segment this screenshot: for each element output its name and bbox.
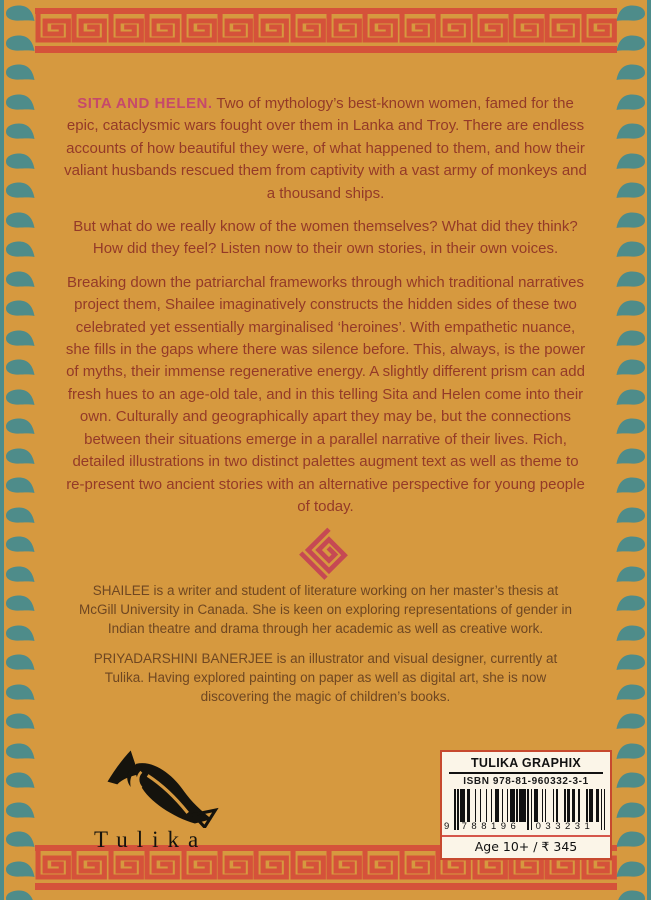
- teal-leaf-icon: [616, 359, 646, 376]
- teal-leaf-icon: [616, 64, 646, 81]
- greek-key-unit-icon: [35, 14, 71, 44]
- teal-leaf-icon: [5, 182, 35, 199]
- greek-key-unit-icon: [326, 14, 362, 44]
- greek-key-unit-icon: [399, 851, 435, 881]
- teal-leaf-icon: [5, 300, 35, 317]
- teal-leaf-icon: [616, 241, 646, 258]
- teal-leaf-icon: [5, 94, 35, 111]
- greek-key-unit-icon: [362, 14, 398, 44]
- teal-leaf-icon: [5, 271, 35, 288]
- teal-leaf-icon: [616, 772, 646, 789]
- right-edge-stripe: [647, 0, 651, 900]
- blurb-paragraph-1: [63, 93, 588, 205]
- tulika-bird-icon: [90, 746, 240, 828]
- lead-title: SITA AND HELEN.: [77, 95, 213, 112]
- greek-key-unit-icon: [181, 14, 217, 44]
- teal-leaf-icon: [5, 123, 35, 140]
- greek-key-unit-icon: [435, 14, 471, 44]
- isbn-barcode: [444, 789, 608, 834]
- age-price-label: Age 10+ / ₹ 345: [442, 835, 610, 854]
- greek-key-unit-icon: [290, 14, 326, 44]
- teal-leaf-icon: [616, 153, 646, 170]
- teal-leaf-icon: [5, 5, 35, 22]
- teal-leaf-icon: [5, 831, 35, 848]
- teal-leaf-icon: [616, 389, 646, 406]
- blurb-paragraph-3: Breaking down the patriarchal frameworks through which traditional narratives project them, Shailee imaginatively constructs the hidden sides of these two celebrated yet essentially marginalised ‘heroines’. With empathetic nuance, she fills in the gaps where there was silence before. This, always, is the power of myths, their immense regenerative energy. A slightly different prism can add fresh hues to an age-old tale, and in this telling Sita and Helen come into their own. Culturally and geographically apart they may be, but the connections between their situations emerge in a parallel narrative of their lives. Rich, detailed illustrations in two distinct palettes augment text as well as theme to re-present two ancient stories with an alternative perspective for young people of today.: [65, 273, 586, 515]
- greek-key-unit-icon: [108, 851, 144, 881]
- teal-leaf-icon: [616, 684, 646, 701]
- teal-leaf-icon: [616, 861, 646, 878]
- teal-leaf-icon: [5, 625, 35, 642]
- greek-key-unit-icon: [399, 14, 435, 44]
- greek-spiral-icon: [297, 525, 354, 582]
- greek-key-unit-icon: [217, 851, 253, 881]
- teal-leaf-icon: [616, 123, 646, 140]
- teal-leaf-icon: [616, 212, 646, 229]
- teal-leaf-icon: [616, 802, 646, 819]
- meander-bottom-bar: [35, 883, 617, 890]
- teal-leaf-icon: [616, 831, 646, 848]
- teal-leaf-icon: [616, 713, 646, 730]
- teal-leaf-icon: [5, 684, 35, 701]
- back-cover-blurb: [63, 93, 588, 717]
- greek-key-unit-icon: [508, 14, 544, 44]
- greek-key-unit-icon: [144, 851, 180, 881]
- left-edge-stripe: [0, 0, 4, 900]
- greek-key-unit-icon: [71, 851, 107, 881]
- teal-leaf-icon: [616, 536, 646, 553]
- imprint-rule: [449, 772, 603, 774]
- teal-leaf-icon: [5, 536, 35, 553]
- barcode-digit-group-1: 788196: [461, 821, 521, 832]
- imprint-label: TULIKA GRAPHIX: [471, 756, 581, 770]
- teal-leaf-icon: [5, 241, 35, 258]
- blurb-paragraph-2: But what do we really know of the women themselves? What did they think? How did they feel? Listen now to their own stories, in their own voices.: [73, 218, 578, 258]
- teal-leaf-icon: [616, 625, 646, 642]
- teal-leaf-icon: [5, 802, 35, 819]
- greek-key-unit-icon: [290, 851, 326, 881]
- teal-leaf-icon: [5, 153, 35, 170]
- teal-leaf-icon: [616, 595, 646, 612]
- teal-leaf-icon: [5, 861, 35, 878]
- teal-leaf-icon: [616, 477, 646, 494]
- teal-leaf-icon: [616, 182, 646, 199]
- teal-leaf-icon: [616, 418, 646, 435]
- greek-key-unit-icon: [144, 14, 180, 44]
- greek-key-unit-icon: [544, 14, 580, 44]
- teal-leaf-icon: [5, 64, 35, 81]
- teal-leaf-icon: [616, 300, 646, 317]
- teal-leaf-icon: [5, 212, 35, 229]
- leaf-ornament-column-left: [5, 5, 35, 900]
- teal-leaf-icon: [5, 890, 35, 900]
- teal-leaf-icon: [616, 507, 646, 524]
- publisher-info-box: [440, 750, 612, 860]
- teal-leaf-icon: [616, 566, 646, 583]
- teal-leaf-icon: [616, 743, 646, 760]
- meander-bottom-bar: [35, 46, 617, 53]
- teal-leaf-icon: [616, 654, 646, 671]
- teal-leaf-icon: [5, 418, 35, 435]
- greek-key-unit-icon: [472, 14, 508, 44]
- teal-leaf-icon: [5, 595, 35, 612]
- teal-leaf-icon: [5, 566, 35, 583]
- barcode-digit-group-2: 033231: [535, 821, 595, 832]
- teal-leaf-icon: [5, 448, 35, 465]
- lead-rest-text: Two of mythology’s best-known women, famed for the epic, cataclysmic wars fought over them in Lanka and Troy. There are endless accounts of how beautiful they were, of what happened to them, and how their valiant husbands rescued them from captivity with a vast army of monkeys and a thousand ships.: [64, 95, 587, 202]
- greek-key-unit-icon: [253, 851, 289, 881]
- teal-leaf-icon: [5, 35, 35, 52]
- tulika-logo: [90, 746, 250, 853]
- teal-leaf-icon: [616, 330, 646, 347]
- teal-leaf-icon: [5, 743, 35, 760]
- teal-leaf-icon: [5, 507, 35, 524]
- greek-key-unit-icon: [253, 14, 289, 44]
- greek-key-unit-icon: [362, 851, 398, 881]
- teal-leaf-icon: [5, 713, 35, 730]
- isbn-label: ISBN 978-81-960332-3-1: [463, 776, 589, 787]
- tulika-wordmark: Tulika: [94, 827, 208, 852]
- teal-leaf-icon: [5, 330, 35, 347]
- teal-leaf-icon: [5, 654, 35, 671]
- teal-leaf-icon: [616, 94, 646, 111]
- greek-key-unit-icon: [581, 14, 617, 44]
- greek-key-unit-icon: [71, 14, 107, 44]
- barcode-first-digit: 9: [444, 821, 450, 832]
- teal-leaf-icon: [5, 477, 35, 494]
- teal-leaf-icon: [616, 271, 646, 288]
- greek-key-unit-icon: [181, 851, 217, 881]
- teal-leaf-icon: [5, 359, 35, 376]
- greek-key-unit-icon: [35, 851, 71, 881]
- spiral-divider: [63, 529, 588, 577]
- greek-key-unit-icon: [217, 14, 253, 44]
- illustrator-bio: PRIYADARSHINI BANERJEE is an illustrator and visual designer, currently at Tulika. Having explored painting on paper as well as digital art, she is now discovering the magic of children’s books.: [93, 651, 558, 705]
- teal-leaf-icon: [616, 448, 646, 465]
- teal-leaf-icon: [5, 389, 35, 406]
- teal-leaf-icon: [616, 35, 646, 52]
- teal-leaf-icon: [5, 772, 35, 789]
- teal-leaf-icon: [616, 890, 646, 900]
- leaf-ornament-column-right: [616, 5, 646, 900]
- author-bio: SHAILEE is a writer and student of literature working on her master’s thesis at McGill University in Canada. She is keen on exploring representations of gender in Indian theatre and drama through her academic as well as creative work.: [78, 583, 572, 637]
- meander-border-top: [35, 8, 617, 53]
- meander-units-row: [35, 14, 617, 44]
- greek-key-unit-icon: [108, 14, 144, 44]
- teal-leaf-icon: [616, 5, 646, 22]
- greek-key-unit-icon: [326, 851, 362, 881]
